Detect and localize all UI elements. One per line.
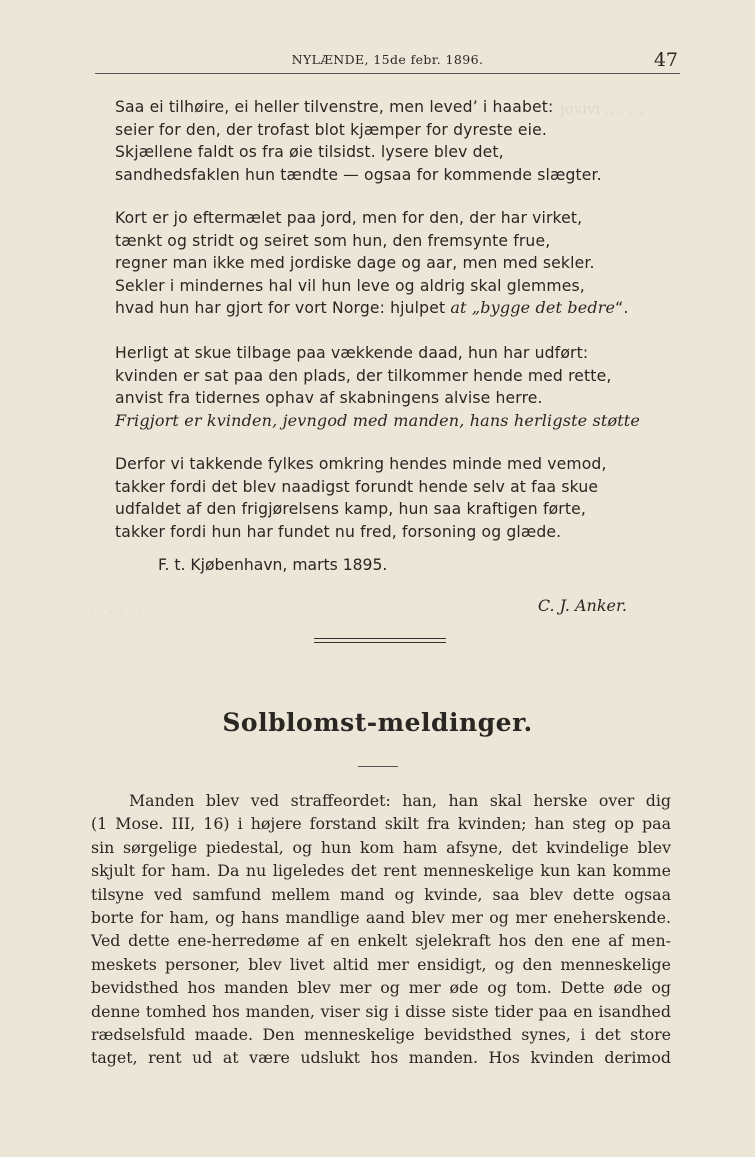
section-divider-bottom <box>314 642 446 643</box>
page-number: 47 <box>653 49 678 71</box>
poem-line: Saa ei tilhøire, ei heller tilvenstre, men leved’ i haabet: <box>115 98 554 116</box>
poem-line: Kort er jo eftermælet paa jord, men for den, der har virket, <box>115 209 583 227</box>
poem-line: sandhedsfaklen hun tændte — ogsaa for kommende slægter. <box>115 165 602 184</box>
place-date: F. t. Kjøbenhavn, marts 1895. <box>158 556 388 574</box>
poem-italic-quote: at „bygge det bedre <box>450 298 616 317</box>
poem-italic-line: Frigjort er kvinden, jevngod med manden, hans herligste støtte <box>115 410 641 430</box>
poem-stanza-1 <box>115 96 675 186</box>
poem-stanza-4 <box>115 453 675 543</box>
title-rule <box>358 766 398 767</box>
section-title: Solblomst-meldinger. <box>222 708 533 737</box>
prose-body <box>91 789 671 1070</box>
signature: C. J. Anker. <box>537 596 627 615</box>
prose-line: taget, rent ud at være udslukt hos manden. Hos kvinden derimod <box>91 1048 671 1068</box>
poem-line: Herligt at skue tilbage paa vækkende daad, hun har udført: <box>115 344 589 362</box>
prose-line: sin sørgelige piedestal, og hun kom ham afsyne, det kvindelige blev <box>91 837 671 857</box>
poem-line: kvinden er sat paa den plads, der tilkommer hende med rette, <box>115 366 612 385</box>
poem-line: tænkt og stridt og seiret som hun, den fremsynte frue, <box>115 231 551 250</box>
poem-line: takker fordi det blev naadigst forundt hende selv at faa skue <box>115 477 599 496</box>
prose-line: tilsyne ved samfund mellem mand og kvinde, saa blev dette ogsaa <box>91 884 671 904</box>
poem-line <box>115 297 675 320</box>
poem-line-text: “. <box>615 299 629 317</box>
prose-line: borte for ham, og hans mandlige aand blev mer og mer eneherskende. <box>91 907 671 927</box>
running-header <box>95 50 680 74</box>
poem-line: seier for den, der trofast blot kjæmper for dyreste eie. <box>115 120 547 139</box>
prose-line: (1 Mose. III, 16) i højere forstand skilt fra kvinden; han steg op paa <box>91 814 671 834</box>
prose-line: Ved dette ene-herredøme af en enkelt sjelekraft hos den ene af men- <box>91 931 671 951</box>
poem-stanza-3 <box>115 342 675 432</box>
poem-line-text: hvad hun har gjort for vort Norge: hjulpet <box>115 299 451 317</box>
poem-line: Skjællene faldt os fra øie tilsidst. lysere blev det, <box>115 143 504 161</box>
poem-line: Sekler i mindernes hal vil hun leve og aldrig skal glemmes, <box>115 276 585 295</box>
header-rule <box>95 73 680 74</box>
section-divider-top <box>314 638 446 639</box>
poem-line: anvist fra tidernes ophav af skabningens alvise herre. <box>115 389 543 407</box>
bleed-through-text: . . . . . . . . <box>80 600 152 618</box>
poem-line: takker fordi hun har fundet nu fred, forsoning og glæde. <box>115 522 562 541</box>
prose-line: bevidsthed hos manden blev mer og mer øde og tom. Dette øde og <box>91 978 671 998</box>
bleed-through-text: jovivi .. . . . <box>560 100 644 118</box>
poem-stanza-2 <box>115 207 675 320</box>
poem-line: udfaldet af den frigjørelsens kamp, hun saa kraftigen førte, <box>115 500 586 518</box>
prose-line: rædselsfuld maade. Den menneskelige bevidsthed synes, i det store <box>91 1024 671 1044</box>
prose-line: denne tomhed hos manden, viser sig i disse siste tider paa en isandhed <box>91 1001 671 1021</box>
prose-line: skjult for ham. Da nu ligeledes det rent menneskelige kun kan komme <box>91 861 671 881</box>
poem-line: regner man ikke med jordiske dage og aar, men med sekler. <box>115 254 595 272</box>
poem-line: Derfor vi takkende fylkes omkring hendes minde med vemod, <box>115 455 607 473</box>
running-title: NYLÆNDE, 15de febr. 1896. <box>291 52 484 67</box>
prose-line: Manden blev ved straffeordet: han, han skal herske over dig <box>129 791 671 810</box>
prose-line: meskets personer, blev livet altid mer ensidigt, og den menneskelige <box>91 954 671 974</box>
